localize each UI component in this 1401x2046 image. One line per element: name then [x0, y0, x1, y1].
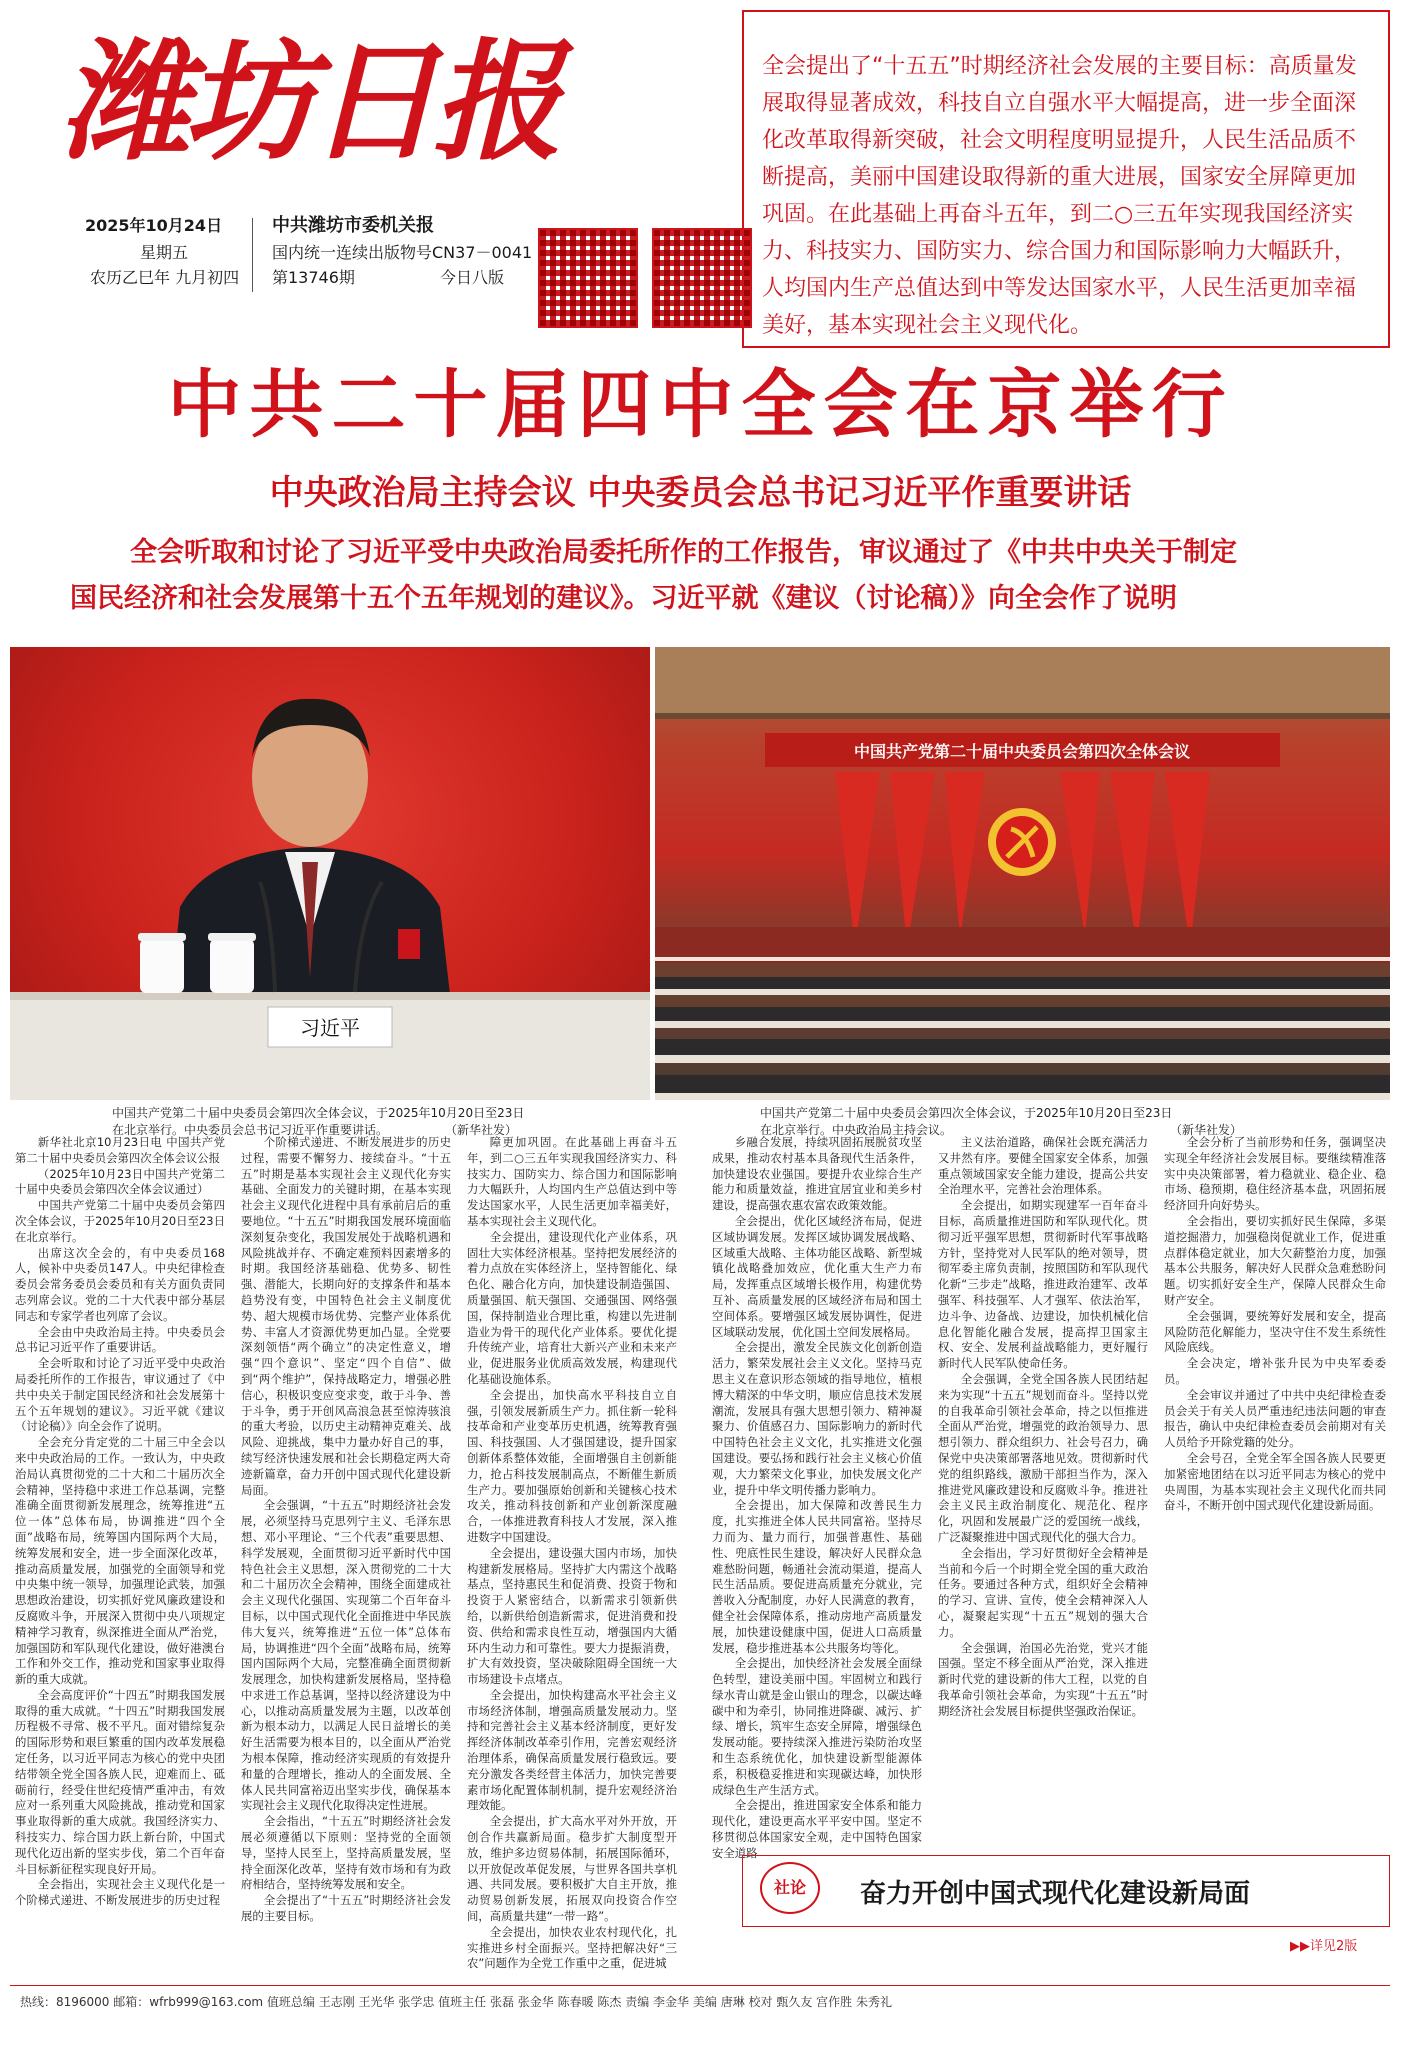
main-headline: 中共二十届四中全会在京举行 [167, 362, 1234, 448]
article-column-5 [938, 1135, 1148, 1835]
article-paragraph: 全会指出，“十五五”时期经济社会发展必须遵循以下原则：坚持党的全面领导，坚持人民至上，坚持高质量发展，坚持全面深化改革，坚持有效市场和有为政府相结合，坚持统筹发展和安全。 [241, 1814, 451, 1892]
lunar-date: 农历乙巳年 九月初四 [90, 268, 240, 287]
footer-credits: 热线：8196000 邮箱：wfrb999@163.com 值班总编 王志刚 王光华 张学忠 值班主任 张磊 张金华 陈春暖 陈杰 责编 李金华 美编 唐琳 校对 甄久友 宫作胜 朱秀礼 [20, 1995, 892, 2009]
article-paragraph: 全会提出，加快农业农村现代化，扎实推进乡村全面振兴。坚持把解决好“三农”问题作为全党工作重中之重，促进城 [467, 1924, 677, 1971]
article-paragraph: 全会提出，加大保障和改善民生力度，扎实推进全体人民共同富裕。坚持尽力而为、量力而行，加强普惠性、基础性、兜底性民生建设，解决好人民群众急难愁盼问题，畅通社会流动渠道，提高人民生活品质。要促进高质量充分就业，完善收入分配制度，办好人民满意的教育，健全社会保障体系，推动房地产高质量发展，加快建设健康中国，促进人口高质量发展，稳步推进基本公共服务均等化。 [712, 1498, 922, 1655]
article-paragraph: 全会分析了当前形势和任务，强调坚决实现全年经济社会发展目标。要继续精准落实中央决策部署，着力稳就业、稳企业、稳市场、稳预期，稳住经济基本盘，巩固拓展经济回升向好势头。 [1164, 1135, 1386, 1213]
article-paragraph: 全会高度评价“十四五”时期我国发展取得的重大成就。“十四五”时期我国发展历程极不寻常、极不平凡。面对错综复杂的国际形势和艰巨繁重的国内改革发展稳定任务，以习近平同志为核心的党中央团结带领全党全国各族人民，迎难而上、砥砺前行，经受住世纪疫情严重冲击，有效应对一系列重大风险挑战，推动党和国家事业取得新的重大成就。我国经济实力、科技实力、综合国力跃上新台阶，中国式现代化迈出新的坚实步伐，第二个百年奋斗目标新征程实现良好开局。 [15, 1687, 225, 1876]
article-paragraph: 全会决定，增补张升民为中央军委委员。 [1164, 1356, 1386, 1386]
qr-code-icon [538, 228, 638, 328]
photo-right-caption: 中国共产党第二十届中央委员会第四次全体会议，于2025年10月20日至23日在北京举行。中央政治局主持会议。 [760, 1106, 1173, 1137]
editorial-badge-icon: 社论 [760, 1862, 820, 1914]
publisher-label: 中共潍坊市委机关报 [272, 215, 434, 236]
article-paragraph: 全会指出，要切实抓好民生保障，多渠道挖掘潜力，加强稳岗促就业工作，促进重点群体稳定就业，加大欠薪整治力度，加强基本公共服务，解决好人民群众急难愁盼问题。切实抓好安全生产，保障人民群众生命财产安全。 [1164, 1213, 1386, 1307]
article-paragraph: 全会提出，建设强大国内市场，加快构建新发展格局。坚持扩大内需这个战略基点，坚持惠民生和促消费、投资于物和投资于人紧密结合，以新需求引领新供给，以新供给创造新需求，促进消费和投资、供给和需求良性互动，增强国内大循环内生动力和可靠性。要大力提振消费，扩大有效投资，坚决破除阻碍全国统一大市场建设卡点堵点。 [467, 1545, 677, 1687]
article-paragraph: 全会审议并通过了中共中央纪律检查委员会关于有关人员严重违纪违法问题的审查报告，确认中央纪律检查委员会前期对有关人员给予开除党籍的处分。 [1164, 1387, 1386, 1450]
masthead-logo: 潍坊日报 [60, 25, 557, 178]
article-paragraph: 全会听取和讨论了习近平受中央政治局委托所作的工作报告，审议通过了《中共中央关于制定国民经济和社会发展第十五个五年规划的建议》。习近平就《建议（讨论稿）》向全会作了说明。 [15, 1356, 225, 1434]
photo-left-credit: （新华社发） [445, 1123, 518, 1137]
article-paragraph: 全会号召，全党全军全国各族人民要更加紧密地团结在以习近平同志为核心的党中央周围，为基本实现社会主义现代化而共同奋斗，不断开创中国式现代化建设新局面。 [1164, 1450, 1386, 1513]
photo-left-caption: 中国共产党第二十届中央委员会第四次全体会议，于2025年10月20日至23日在北京举行。中央委员会总书记习近平作重要讲话。 [112, 1106, 525, 1137]
article-column-1 [15, 1135, 225, 1925]
issue-date: 2025年10月24日 [85, 216, 223, 235]
article-column-2 [241, 1135, 451, 1925]
page-count: 今日八版 [440, 268, 505, 287]
article-paragraph: 乡融合发展，持续巩固拓展脱贫攻坚成果，推动农村基本具备现代生活条件，加快建设农业强国。要提升农业综合生产能力和质量效益，推进宜居宜业和美乡村建设，提高强农惠农富农政策效能。 [712, 1135, 922, 1213]
article-paragraph: 全会强调，全党全国各族人民团结起来为实现“十五五”规划而奋斗。坚持以党的自我革命引领社会革命，持之以恒推进全面从严治党，增强党的政治领导力、思想引领力、群众组织力、社会号召力，确保党中央决策部署落地见效。贯彻新时代党的组织路线，激励干部担当作为，深入推进党风廉政建设和反腐败斗争。推进社会主义民主政治制度化、规范化、程序化，巩固和发展最广泛的爱国统一战线，广泛凝聚推进中国式现代化的强大合力。 [938, 1371, 1148, 1544]
article-paragraph: 全会提出，加快高水平科技自立自强，引领发展新质生产力。抓住新一轮科技革命和产业变革历史机遇，统筹教育强国、科技强国、人才强国建设，提升国家创新体系整体效能，全面增强自主创新能力，抢占科技发展制高点，不断催生新质生产力。要加强原始创新和关键核心技术攻关，推动科技创新和产业创新深度融合，一体推进教育科技人才发展，深入推进数字中国建设。 [467, 1387, 677, 1544]
article-paragraph: 全会提出了“十五五”时期经济社会发展的主要目标。 [241, 1893, 451, 1924]
issue-number: 第13746期 [272, 268, 355, 287]
article-column-6 [1164, 1135, 1386, 1835]
hall-banner: 中国共产党第二十届中央委员会第四次全体会议 [853, 742, 1191, 761]
deck-line-1: 全会听取和讨论了习近平受中央政治局委托所作的工作报告，审议通过了《中共中央关于制定 [130, 537, 1237, 568]
article-paragraph: 全会提出，推进国家安全体系和能力现代化，建设更高水平平安中国。坚定不移贯彻总体国家安全观，走中国特色国家安全道路 [712, 1798, 922, 1860]
article-paragraph: 出席这次全会的，有中央委员168人，候补中央委员147人。中央纪律检查委员会常务委员会委员和有关方面负责同志列席会议。党的二十大代表中部分基层同志和专家学者也列席了会议。 [15, 1245, 225, 1323]
article-paragraph: 个阶梯式递进、不断发展进步的历史过程，需要不懈努力、接续奋斗。“十五五”时期是基本实现社会主义现代化夯实基础、全面发力的关键时期，在基本实现社会主义现代化进程中具有承前启后的重要地位。“十五五”时期我国发展环境面临深刻复杂变化，我国发展处于战略机遇和风险挑战并存、不确定难预料因素增多的时期。我国经济基础稳、优势多、韧性强、潜能大，长期向好的支撑条件和基本趋势没有变，中国特色社会主义制度优势、超大规模市场优势、完整产业体系优势、丰富人才资源优势更加凸显。全党要深刻领悟“两个确立”的决定性意义，增强“四个意识”、坚定“四个自信”、做到“两个维护”，保持战略定力，增强必胜信心，积极识变应变求变，敢于斗争、善于斗争，勇于开创风高浪急甚至惊涛骇浪的重大考验，以历史主动精神克难关、战风险、迎挑战，集中力量办好自己的事，续写经济快速发展和社会长期稳定两大奇迹新篇章，奋力开创中国式现代化建设新局面。 [241, 1135, 451, 1497]
article-paragraph: 全会提出，如期实现建军一百年奋斗目标，高质量推进国防和军队现代化。贯彻习近平强军思想，贯彻新时代军事战略方针，坚持党对人民军队的绝对领导，贯彻军委主席负责制，按照国防和军队现代化新“三步走”战略，推进政治建军、改革强军、科技强军、人才强军、依法治军，边斗争、边备战、边建设，加快机械化信息化智能化融合发展，提高捍卫国家主权、安全、发展利益战略能力，更好履行新时代人民军队使命任务。 [938, 1198, 1148, 1371]
goals-summary-text: 全会提出了“十五五”时期经济社会发展的主要目标：高质量发展取得显著成效，科技自立自强水平大幅提高，进一步全面深化改革取得新突破，社会文明程度明显提升，人民生活品质不断提高，美丽中国建设取得新的重大进展，国家安全屏障更加巩固。在此基础上再奋斗五年，到二○三五年实现我国经济实力、科技实力、国防实力、综合国力和国际影响力大幅跃升，人均国内生产总值达到中等发达国家水平，人民生活更加幸福美好，基本实现社会主义现代化。 [762, 54, 1357, 338]
issue-weekday: 星期五 [140, 243, 189, 262]
article-column-4 [712, 1135, 922, 1925]
see-page-2-link[interactable]: ▶▶详见2版 [1290, 1939, 1358, 1954]
goals-summary-box [742, 10, 1390, 348]
lead-deck [70, 530, 1360, 622]
footer-rule [10, 1985, 1390, 1986]
article-paragraph: 全会指出，实现社会主义现代化是一个阶梯式递进、不断发展进步的历史过程 [15, 1877, 225, 1908]
article-paragraph: 全会提出，建设现代化产业体系，巩固壮大实体经济根基。坚持把发展经济的着力点放在实体经济上，坚持智能化、绿色化、融合化方向，加快建设制造强国、质量强国、航天强国、交通强国、网络强国，保持制造业合理比重，构建以先进制造业为骨干的现代化产业体系。要优化提升传统产业，培育壮大新兴产业和未来产业，促进服务业优质高效发展，构建现代化基础设施体系。 [467, 1229, 677, 1386]
article-paragraph: 中国共产党第二十届中央委员会第四次全体会议，于2025年10月20日至23日在北京举行。 [15, 1198, 225, 1244]
nameplate: 习近平 [300, 1016, 360, 1040]
editorial-title[interactable]: 奋力开创中国式现代化建设新局面 [860, 1879, 1251, 1909]
article-paragraph: （2025年10月23日中国共产党第二十届中央委员会第四次全体会议通过） [15, 1166, 225, 1197]
article-paragraph: 主义法治道路，确保社会既充满活力又井然有序。要健全国家安全体系，加强重点领域国家安全能力建设，提高公共安全治理水平，完善社会治理体系。 [938, 1135, 1148, 1197]
photo-speaker [10, 647, 650, 1100]
article-paragraph: 全会提出，扩大高水平对外开放，开创合作共赢新局面。稳步扩大制度型开放，维护多边贸易体制，拓展国际循环，以开放促改革促发展，与世界各国共享机遇、共同发展。要积极扩大自主开放，推动贸易创新发展，拓展双向投资合作空间，高质量共建“一带一路”。 [467, 1814, 677, 1924]
article-paragraph: 全会充分肯定党的二十届三中全会以来中央政治局的工作。一致认为，中央政治局认真贯彻党的二十大和二十届历次全会精神，坚持稳中求进工作总基调，完整准确全面贯彻新发展理念，统筹推进“五位一体”总体布局，协调推进“四个全面”战略布局，统筹国内国际两个大局，统筹发展和安全，进一步全面深化改革，推动高质量发展，加强党的全面领导和党中央集中统一领导，加强理论武装，加强思想政治建设，切实抓好党风廉政建设和反腐败斗争，开展深入贯彻中央八项规定精神学习教育，纵深推进全面从严治党，加强国防和军队现代化建设，做好港澳台工作和外交工作，推动党和国家事业取得新的重大成就。 [15, 1435, 225, 1687]
article-paragraph: 全会提出，激发全民族文化创新创造活力，繁荣发展社会主义文化。坚持马克思主义在意识形态领域的指导地位，植根博大精深的中华文明，顺应信息技术发展潮流，发展具有强大思想引领力、精神凝聚力、价值感召力、国际影响力的新时代中国特色社会主义文化，扎实推进文化强国建设。要弘扬和践行社会主义核心价值观，大力繁荣文化事业，加快发展文化产业，提升中华文明传播力影响力。 [712, 1340, 922, 1497]
article-paragraph: 障更加巩固。在此基础上再奋斗五年，到二○三五年实现我国经济实力、科技实力、国防实力、综合国力和国际影响力大幅跃升，人均国内生产总值达到中等发达国家水平，人民生活更加幸福美好，基本实现社会主义现代化。 [467, 1135, 677, 1228]
article-paragraph: 全会提出，加快构建高水平社会主义市场经济体制，增强高质量发展动力。坚持和完善社会主义基本经济制度，更好发挥经济体制改革牵引作用，完善宏观经济治理体系，确保高质量发展行稳致远。要充分激发各类经营主体活力，加快完善要素市场化配置体制机制，提升宏观经济治理效能。 [467, 1687, 677, 1813]
hall-illustration [655, 647, 1390, 1100]
photo-right-credit: （新华社发） [1170, 1123, 1243, 1137]
article-paragraph: 全会指出，学习好贯彻好全会精神是当前和今后一个时期全党全国的重大政治任务。要通过各种方式，组织好全会精神的学习、宣讲、宣传，使全会精神深入人心，凝聚起实现“十五五”规划的强大合力。 [938, 1545, 1148, 1639]
article-paragraph: 全会强调，“十五五”时期经济社会发展，必须坚持马克思列宁主义、毛泽东思想、邓小平理论、“三个代表”重要思想、科学发展观，全面贯彻习近平新时代中国特色社会主义思想，深入贯彻党的二十大和二十届历次全会精神，围绕全面建成社会主义现代化强国、实现第二个百年奋斗目标，以中国式现代化全面推进中华民族伟大复兴，统筹推进“五位一体”总体布局，协调推进“四个全面”战略布局，统筹国内国际两个大局，完整准确全面贯彻新发展理念，加快构建新发展格局，坚持稳中求进工作总基调，坚持以经济建设为中心，以推动高质量发展为主题，以改革创新为根本动力，以满足人民日益增长的美好生活需要为根本目的，以全面从严治党为根本保障，推动经济实现质的有效提升和量的合理增长，推动人的全面发展、全体人民共同富裕迈出坚实步伐，确保基本实现社会主义现代化取得决定性进展。 [241, 1498, 451, 1813]
sub-headline: 中央政治局主持会议 中央委员会总书记习近平作重要讲话 [269, 473, 1132, 513]
article-paragraph: 新华社北京10月23日电 中国共产党第二十届中央委员会第四次全体会议公报 [15, 1135, 225, 1165]
article-paragraph: 全会强调，要统筹好发展和安全，提高风险防范化解能力，坚决守住不发生系统性风险底线。 [1164, 1308, 1386, 1355]
article-paragraph: 全会强调，治国必先治党，党兴才能国强。坚定不移全面从严治党，深入推进新时代党的建设新的伟大工程，以党的自我革命引领社会革命，为实现“十五五”时期经济社会发展目标提供坚强政治保证。 [938, 1640, 1148, 1718]
article-paragraph: 全会由中央政治局主持。中央委员会总书记习近平作了重要讲话。 [15, 1324, 225, 1355]
speaker-illustration [10, 647, 650, 1100]
deck-line-2: 国民经济和社会发展第十五个五年规划的建议》。习近平就《建议（讨论稿）》向全会作了说明 [70, 583, 1177, 614]
qr-code-icon [652, 228, 752, 328]
serial-number: 国内统一连续出版物号CN37－0041 [272, 243, 533, 262]
article-paragraph: 全会提出，加快经济社会发展全面绿色转型，建设美丽中国。牢固树立和践行绿水青山就是金山银山的理念，以碳达峰碳中和为牵引，协同推进降碳、减污、扩绿、增长，筑牢生态安全屏障，增强绿色发展动能。要持续深入推进污染防治攻坚和生态系统优化，加快建设新型能源体系，积极稳妥推进和实现碳达峰，加快形成绿色生产生活方式。 [712, 1656, 922, 1797]
masthead-divider [252, 218, 253, 292]
article-paragraph: 全会提出，优化区域经济布局，促进区域协调发展。发挥区域协调发展战略、区域重大战略、主体功能区战略、新型城镇化战略叠加效应，优化重大生产力布局，发挥重点区域增长极作用，构建优势互补、高质量发展的区域经济布局和国土空间体系。要增强区域发展协调性，促进区域联动发展，优化国土空间发展格局。 [712, 1213, 922, 1339]
photo-plenary-hall [655, 647, 1390, 1100]
article-column-3 [467, 1135, 677, 1971]
